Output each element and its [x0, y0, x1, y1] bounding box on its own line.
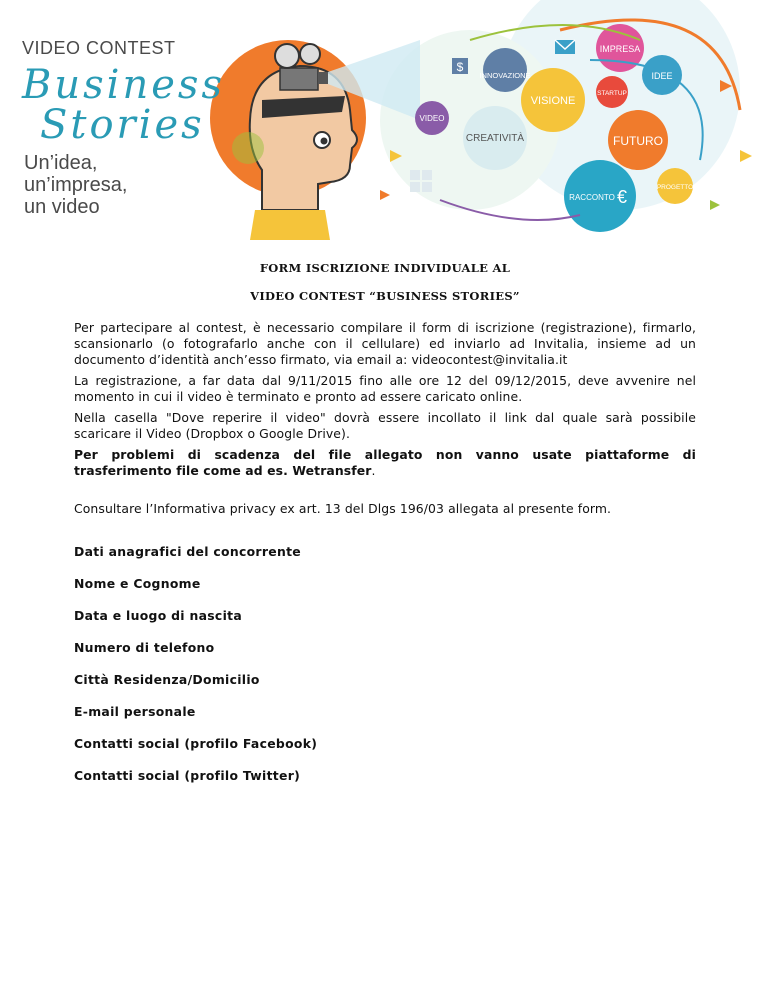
field-label-email: E-mail personale	[74, 704, 196, 719]
banner-tagline	[24, 152, 127, 218]
form-heading-line2: VIDEO CONTEST “BUSINESS STORIES”	[250, 289, 520, 303]
form-heading-line1: FORM ISCRIZIONE INDIVIDUALE AL	[259, 261, 511, 275]
banner-script-stories: Stories	[40, 102, 205, 148]
field-label-twitter: Contatti social (profilo Twitter)	[74, 768, 301, 783]
tagline-line: un’impresa,	[24, 174, 128, 196]
banner-title: VIDEO CONTEST	[22, 38, 176, 58]
bubble-label: IDEE	[651, 71, 673, 81]
bubble-label: CREATIVITÀ	[465, 133, 525, 144]
arrow-icon	[740, 150, 752, 162]
arrow-icon	[380, 190, 390, 200]
field-label-nome: Nome e Cognome	[74, 576, 201, 591]
field-label-telefono: Numero di telefono	[74, 640, 215, 655]
bubble-label: PROGETTO	[656, 184, 694, 191]
header-banner	[0, 0, 768, 240]
bubble-label: INNOVAZIONE	[479, 71, 531, 80]
bubble-label: IMPRESA	[599, 44, 641, 54]
video-link-paragraph: Nella casella "Dove reperire il video" dovrà essere incollato il link dal quale sarà possibile scaricare il Video (Dropbox o Google Drive).	[74, 410, 696, 441]
bubble-label: STARTUP	[597, 90, 627, 97]
warning-tail: .	[371, 463, 376, 478]
svg-text:$: $	[456, 60, 464, 74]
section-title-anagrafici: Dati anagrafici del concorrente	[74, 544, 302, 559]
banner-script-business: Business	[22, 62, 225, 108]
field-label-residenza: Città Residenza/Domicilio	[74, 672, 260, 687]
warning-paragraph	[74, 447, 696, 479]
bubble-label: RACCONTO	[569, 193, 615, 202]
envelope-icon	[555, 40, 575, 54]
bubble-label: VISIONE	[530, 95, 576, 107]
field-label-nascita: Data e luogo di nascita	[74, 608, 243, 623]
tagline-line: un video	[24, 196, 100, 218]
warning-text: Per problemi di scadenza del file allegato non vanno usate piattaforme di trasferimento file come ad es. Wetransfer	[74, 447, 696, 478]
euro-icon: €	[616, 187, 628, 207]
field-label-facebook: Contatti social (profilo Facebook)	[74, 736, 318, 751]
privacy-paragraph: Consultare l’Informativa privacy ex art. 13 del Dlgs 196/03 allegata al presente form.	[74, 501, 612, 516]
bubble-label: VIDEO	[419, 114, 445, 123]
bubble-label: FUTURO	[613, 134, 663, 148]
intro-paragraph: Per partecipare al contest, è necessario compilare il form di iscrizione (registrazione), firmarlo, scansionarlo (o fotografarlo anche con il cellulare) ed inviarlo ad Invitalia, insieme ad un documento d’identità anch’esso firmato, via email a: videocontest@invitalia.it	[74, 320, 696, 367]
registration-paragraph: La registrazione, a far data dal 9/11/2015 fino alle ore 12 del 09/12/2015, deve avvenire nel momento in cui il video è terminato e pronto ad essere caricato online.	[74, 373, 696, 404]
arrow-icon	[710, 200, 720, 210]
dollar-icon	[452, 58, 468, 74]
bubble-innovazione	[483, 48, 527, 92]
tagline-line: Un’idea,	[24, 152, 98, 174]
